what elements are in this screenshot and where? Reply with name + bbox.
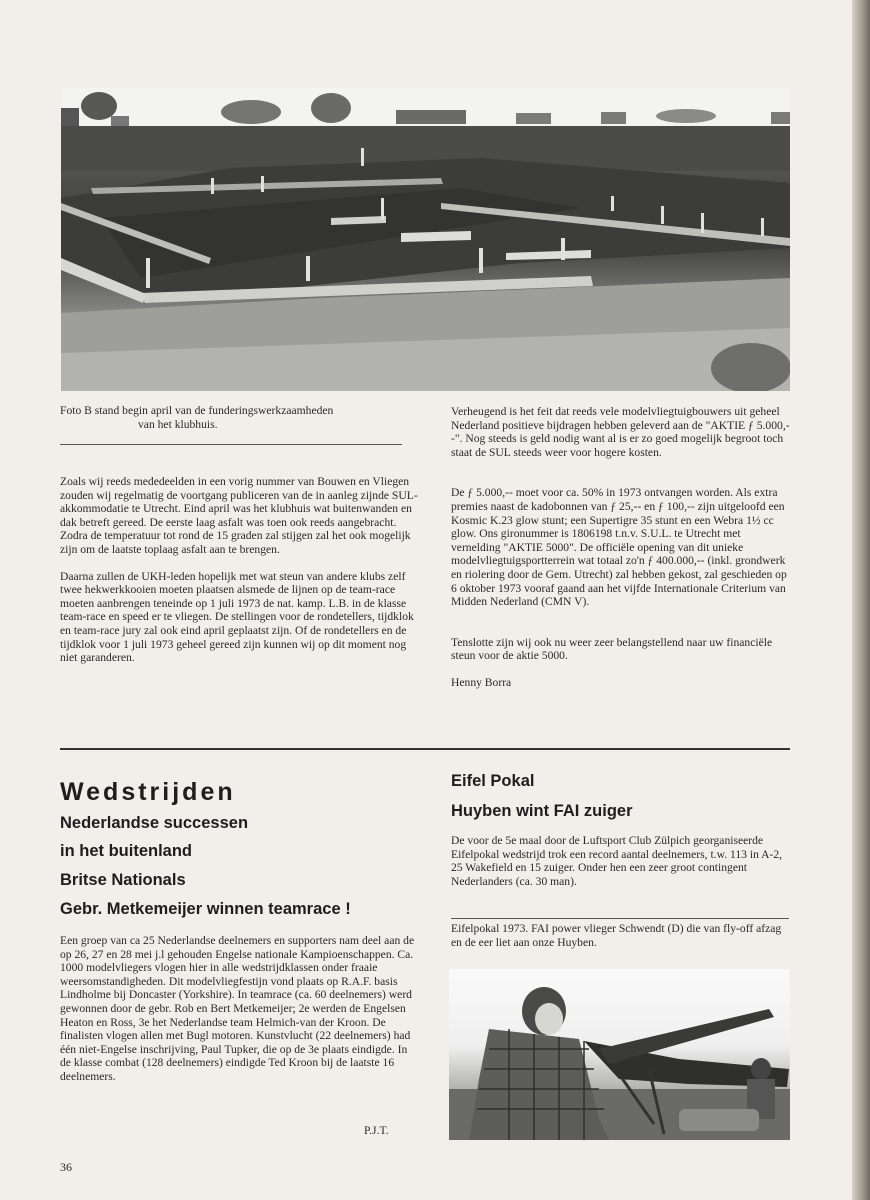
wedstrijden-subheading: Gebr. Metkemeijer winnen teamrace ! bbox=[60, 900, 351, 918]
right-article-paragraph: De ƒ 5.000,-- moet voor ca. 50% in 1973 ontvangen worden. Als extra premies naast de kadobonnen van ƒ 25,-- en ƒ 100,-- zijn uitgeloofd een Kosmic K.23 glow stunt; een Supertigre 35 stunt en een Webra 1½ cc glow. Ons gironummer is 1806198 t.n.v. S.U.L. te Utrecht met vernelding "AKTIE 5000". De officiële opening van dit unieke modelvliegtuigsportterrein wat totaal zo'n ƒ 400.000,-- (inkl. grondwerk en riolering door de Gem. Utrecht) zal hebben gekost, zal geschieden op 6 oktober 1973 vooraf gaand aan het vijfde Internationale Criterium van Midden Nederland (CMN V). bbox=[451, 486, 787, 609]
wedstrijden-heading: Wedstrijden bbox=[60, 778, 236, 806]
wedstrijden-subheading: Nederlandse successen bbox=[60, 814, 249, 832]
right-article bbox=[451, 405, 791, 703]
section-divider bbox=[60, 748, 790, 750]
wedstrijden-subheading: in het buitenland bbox=[60, 842, 192, 860]
eifel-body: De voor de 5e maal door de Luftsport Club Zülpich georganiseerde Eifelpokal wedstrijd trok een record aantal deelnemers, t.w. 113 in A-2, 25 Wakefield en 15 zuiger. Onder hen een zeer groot contingent Nederlanders (ca. 30 man). bbox=[451, 834, 783, 888]
wedstrijden-subheading: Britse Nationals bbox=[60, 871, 186, 889]
model-plane-photo bbox=[449, 969, 790, 1140]
top-photo-caption-line2: van het klubhuis. bbox=[138, 418, 218, 431]
caption-divider bbox=[60, 444, 402, 445]
wedstrijden-body: Een groep van ca 25 Nederlandse deelnemers en supporters nam deel aan de op 26, 27 en 28 mei j.l gehouden Engelse nationale Kampioenschappen. Ca. 1000 modelvliegers vlogen hier in alle wedstrijdklassen onder fraaie weersomstandigheden. Dit modelvliegfestijn vond plaats op R.A.F. basis Lindholme bij Doncaster (Yorkshire). In teamrace (ca. 60 deelnemers) werd gewonnen door de gebr. Rob en Bert Metkemeijer; 2e werden de Engelsen Heaton en Ross, 3e het Nederlandse team Helmich-van der Kroon. De finalisten vlogen allen met Bugl motoren. Kunstvlucht (22 deelnemers) had één niet-Engelse inschrijving, Paul Tupker, die op de 3e plaats eindigde. In de klasse combat (128 deelnemers) eindigde Ted Kroon bij de laatste 16 deelnemers. bbox=[60, 934, 415, 1083]
right-article-signature: Henny Borra bbox=[451, 675, 512, 689]
left-article-paragraph: Zoals wij reeds mededeelden in een vorig nummer van Bouwen en Vliegen zouden wij regelmatig de voortgang publiceren van de in aanleg zijnde SUL-akkommodatie te Utrecht. Eind april was het klubhuis wat buitenwanden en dak betreft gereed. De eerste laag asfalt was toen ook reeds aangebracht. Zodra de temperatuur tot rond de 15 graden zal stijgen zal het ook mogelijk zijn om de laatste toplaag asfalt aan te brengen. bbox=[60, 475, 418, 556]
left-article-paragraph: Daarna zullen de UKH-leden hopelijk met wat steun van andere klubs zelf twee hekwerkkooien moeten plaatsen alsmede de lijnen op de team-race moeten aanbrengen teneinde op 1 juli 1973 de nat. kamp. L.B. in de klasse team-race en speed er te vliegen. De stellingen voor de rondetellers, tijdklok en team-race jury zal ook eind april geplaatst zijn. Of de rondetellers en de tijdklok voor 1 juli 1973 geheel gereed zijn kunnen wij op dit moment nog niet garanderen. bbox=[60, 569, 414, 665]
right-article-paragraph: Verheugend is het feit dat reeds vele modelvliegtuigbouwers uit geheel Nederland positieve bijdragen hebben geleverd aan de "AKTIE ƒ 5.000,--". Nog steeds is geld nodig want al is er zo goed mogelijk begroot toch staat de SUL steeds weer voor hogere kosten. bbox=[451, 405, 790, 459]
eifel-heading: Eifel Pokal bbox=[451, 772, 535, 790]
left-article bbox=[60, 475, 418, 678]
right-article-paragraph: Tenslotte zijn wij ook nu weer zeer belangstellend naar uw financiële steun voor de aktie 5000. bbox=[451, 635, 773, 663]
construction-site-photo bbox=[61, 88, 790, 391]
eifel-divider bbox=[451, 918, 789, 919]
top-photo-caption-line1: Foto B stand begin april van de funderingswerkzaamheden bbox=[60, 404, 334, 417]
wedstrijden-signature: P.J.T. bbox=[364, 1124, 389, 1137]
top-photo-caption bbox=[60, 404, 420, 432]
eifel-photo-caption: Eifelpokal 1973. FAI power vlieger Schwendt (D) die van fly-off afzag en de eer liet aan onze Huyben. bbox=[451, 922, 782, 949]
page-edge bbox=[852, 0, 870, 1200]
page-number: 36 bbox=[60, 1160, 72, 1174]
eifel-subheading: Huyben wint FAI zuiger bbox=[451, 802, 633, 820]
